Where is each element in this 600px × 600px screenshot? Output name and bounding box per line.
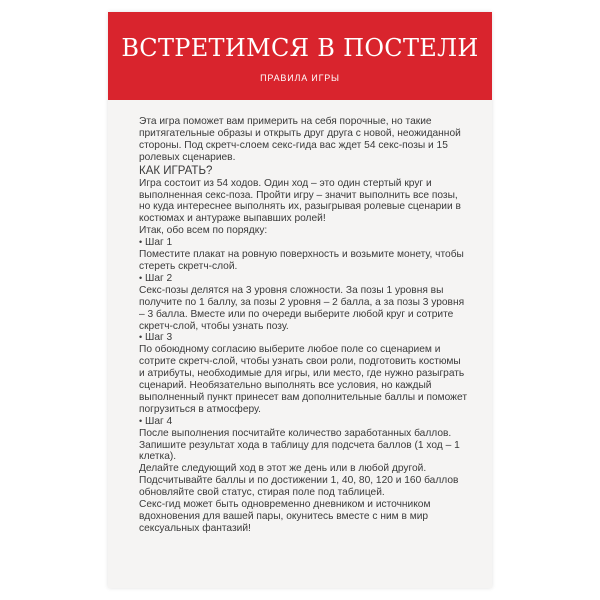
rules-body [139,116,469,535]
step-1-label: • Шаг 1 [139,237,173,249]
step-4-text: После выполнения посчитайте количество заработанных баллов. Запишите результат хода в таблицу для подсчета баллов (1 ход – 1 клетка). [139,427,460,463]
closing-paragraph: Секс-гид может быть одновременно дневником и источником вдохновения для вашей пары, окунитесь вместе с ним в мир сексуальных фантазий! [139,499,431,534]
step-1-text: Поместите плакат на ровную поверхность и возьмите монету, чтобы стереть скретч-слой. [139,249,464,272]
step-3-label: • Шаг 3 [139,332,173,344]
card-subtitle: ПРАВИЛА ИГРЫ [260,73,340,83]
how-to-play-heading: КАК ИГРАТЬ? [139,164,213,177]
rules-card [108,12,492,588]
how-to-play-text: Игра состоит из 54 ходов. Один ход – это один стертый круг и выполненная секс-поза. Пройти игру – значит выполнить все позы, но куда интереснее выполнять их, разыгрывая ролевые сценарии в костюмах и антураже выпавших ролей! [139,177,461,225]
step-2-text: Секс-позы делятся на 3 уровня сложности. За позы 1 уровня вы получите по 1 баллу, за позы 2 уровня – 2 балла, а за позы 3 уровня – 3 балла. Вместе или по очереди выберите любой круг и сотрите скретч-слой, чтобы узнать позу. [139,284,465,332]
bullet-icon: • [139,332,143,343]
step-2-label: • Шаг 2 [139,272,173,284]
bullet-icon: • [139,415,143,426]
header-banner [108,12,492,100]
step-3-text: По обоюдному согласию выберите любое поле со сценарием и сотрите скретч-слой, чтобы узнать свои роли, подготовить костюмы и атрибуты, необходимые для игры, или место, где нужно разыграть сценарий. Необязательно выполнять все условия, но каждый выполненный пункт принесет вам дополнительные баллы и поможет погрузиться в атмосферу. [139,344,467,415]
bullet-icon: • [139,272,143,283]
step-4-label: • Шаг 4 [139,415,173,427]
order-line: Итак, обо всем по порядку: [139,225,268,237]
bullet-icon: • [139,237,143,248]
intro-paragraph: Эта игра поможет вам примерить на себя порочные, но такие притягательные образы и открыть друг друга с новой, неожиданной стороны. Под скретч-слоем секс-гида вас ждет 54 секс-позы и 15 ролевых сценариев. [139,116,461,163]
step-4-text-2: Делайте следующий ход в этот же день или в любой другой. Подсчитывайте баллы и по достижении 1, 40, 80, 120 и 160 баллов обновляйте свой статус, стирая поле под таблицей. [139,463,459,499]
card-title: ВСТРЕТИМСЯ В ПОСТЕЛИ [121,34,479,62]
